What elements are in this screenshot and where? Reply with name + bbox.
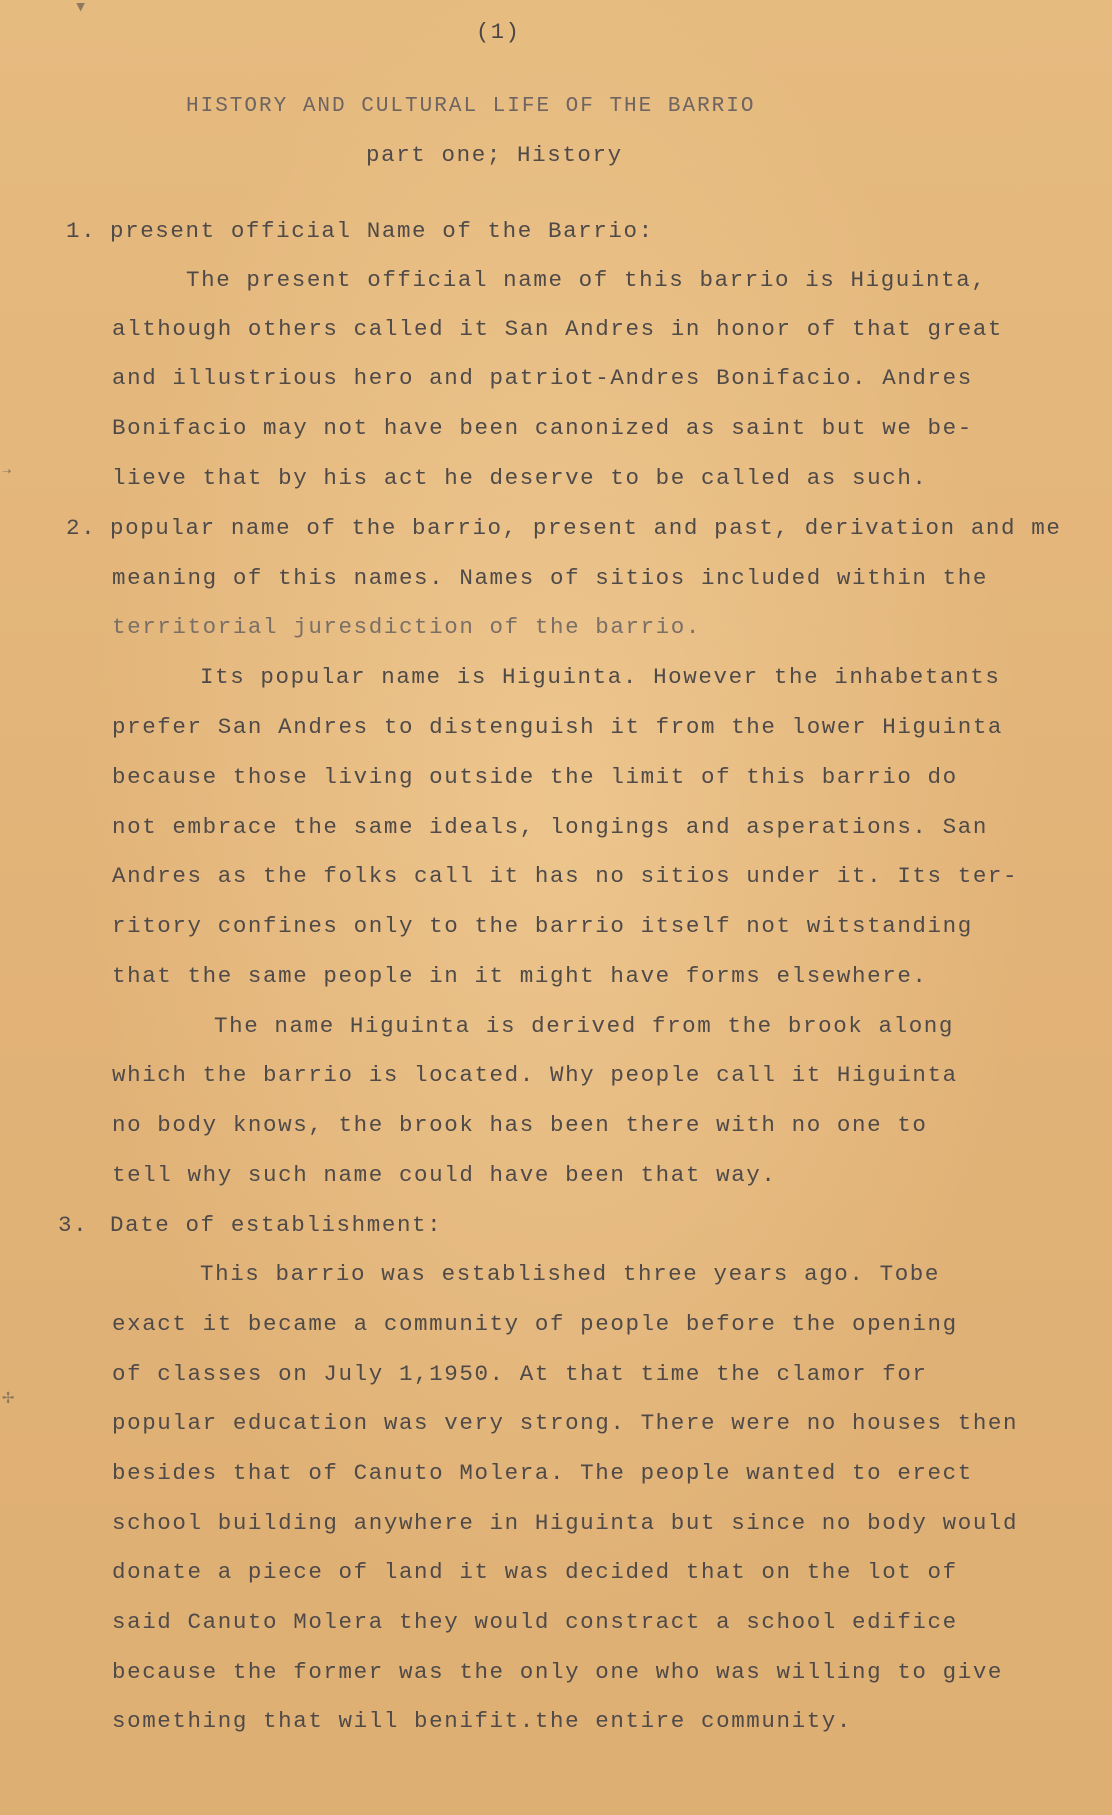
paragraph-line: popular education was very strong. There were no houses then <box>112 1410 1019 1436</box>
paragraph-line: that the same people in it might have forms elsewhere. <box>112 963 928 989</box>
paragraph-line: Its popular name is Higuinta. However the inhabetants <box>200 664 1001 690</box>
paragraph-line: Bonifacio may not have been canonized as saint but we be- <box>112 415 973 441</box>
paragraph-line: school building anywhere in Higuinta but since no body would <box>112 1510 1019 1536</box>
paragraph-line: not embrace the same ideals, longings and asperations. San <box>112 814 988 840</box>
paragraph-line: lieve that by his act he deserve to be called as such. <box>112 465 928 491</box>
section-number: 1. <box>66 218 97 244</box>
section-heading: popular name of the barrio, present and past, derivation and me <box>110 515 1062 541</box>
paragraph-line: donate a piece of land it was decided that on the lot of <box>112 1559 958 1585</box>
paragraph-line: tell why such name could have been that way. <box>112 1162 777 1188</box>
document-title: HISTORY AND CULTURAL LIFE OF THE BARRIO <box>186 95 756 118</box>
paragraph-line: exact it became a community of people before the opening <box>112 1311 958 1337</box>
paper-mark: ✢ <box>2 1387 15 1410</box>
section-number: 2. <box>66 515 97 541</box>
document-subtitle: part one; History <box>366 142 623 168</box>
paragraph-line: Andres as the folks call it has no sitios under it. Its ter- <box>112 863 1019 889</box>
paper-mark: ▾ <box>74 0 88 20</box>
paragraph-line: which the barrio is located. Why people call it Higuinta <box>112 1062 958 1088</box>
section-number: 3. <box>58 1212 89 1238</box>
paragraph-line: no body knows, the brook has been there with no one to <box>112 1112 928 1138</box>
paragraph-line: meaning of this names. Names of sitios included within the <box>112 565 988 591</box>
section-heading: Date of establishment: <box>110 1212 443 1238</box>
paragraph-line: The present official name of this barrio is Higuinta, <box>186 267 987 293</box>
paragraph-line: territorial juresdiction of the barrio. <box>112 614 701 640</box>
paragraph-line: because those living outside the limit of this barrio do <box>112 764 958 790</box>
paper-mark: ➝ <box>2 464 12 482</box>
paragraph-line: and illustrious hero and patriot-Andres Bonifacio. Andres <box>112 365 973 391</box>
paragraph-line: although others called it San Andres in honor of that great <box>112 316 1004 342</box>
paragraph-line: of classes on July 1,1950. At that time the clamor for <box>112 1361 928 1387</box>
section-heading: present official Name of the Barrio: <box>110 218 654 244</box>
paragraph-line: This barrio was established three years ago. Tobe <box>200 1261 941 1287</box>
paragraph-line: because the former was the only one who was willing to give <box>112 1659 1004 1685</box>
paragraph-line: said Canuto Molera they would constract a school edifice <box>112 1609 958 1635</box>
paragraph-line: prefer San Andres to distenguish it from the lower Higuinta <box>112 714 1004 740</box>
paragraph-line: besides that of Canuto Molera. The people wanted to erect <box>112 1460 973 1486</box>
paragraph-line: The name Higuinta is derived from the brook along <box>214 1013 955 1039</box>
paragraph-line: ritory confines only to the barrio itself not witstanding <box>112 913 973 939</box>
paragraph-line: something that will benifit.the entire community. <box>112 1708 853 1734</box>
page-number: (1) <box>476 20 521 45</box>
